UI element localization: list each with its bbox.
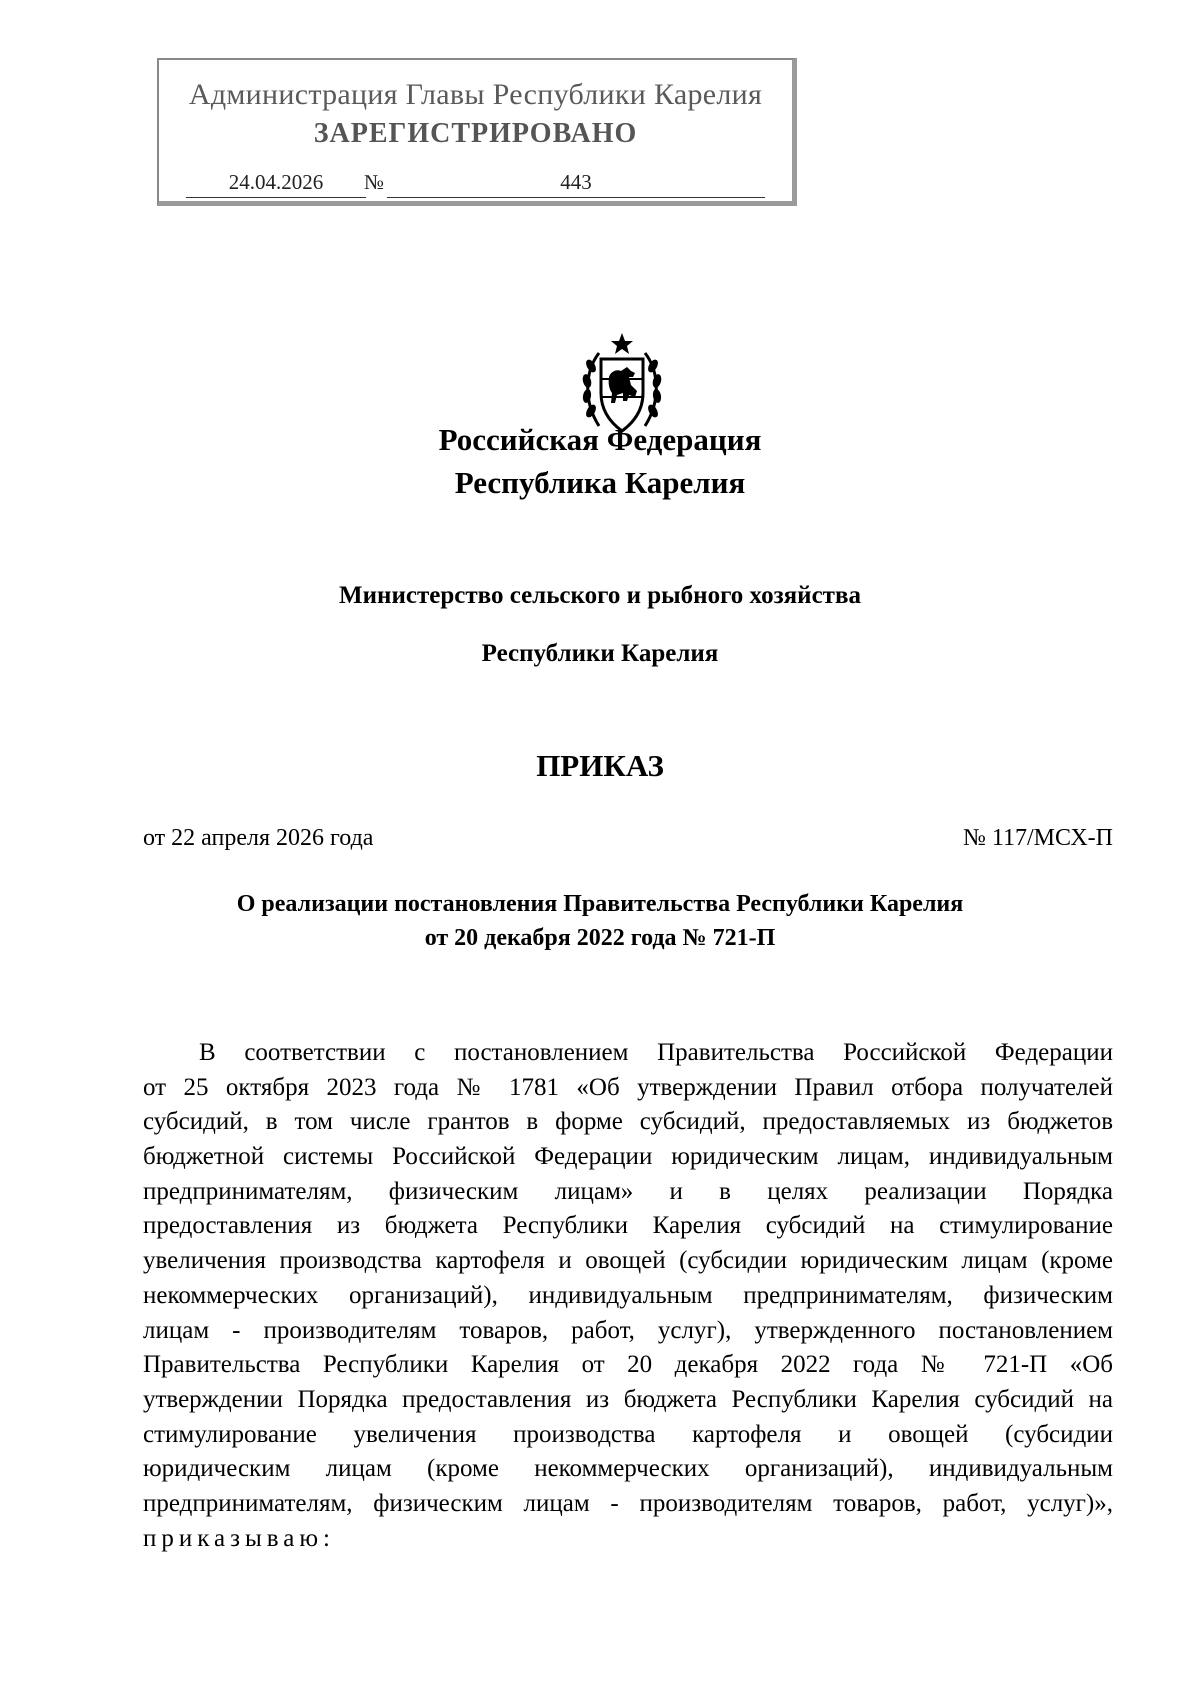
body-line: субсидий, в том числе грантов в форме субсидий, предоставляемых из бюджетов (143, 1108, 1113, 1136)
body-line: предпринимателям, физическим лицам - производителям товаров, работ, услуг)», (143, 1489, 1113, 1517)
header-ministry-line2: Республики Карелия (481, 640, 719, 667)
body-line: предпринимателям, физическим лицам» и в целях реализации Порядка (143, 1177, 1113, 1205)
stamp-number: 443 (387, 170, 765, 198)
body-line: Правительства Республики Карелия от 20 декабря 2022 года № 721-П «Об (143, 1351, 1113, 1379)
document-type-title: ПРИКАЗ (536, 748, 664, 783)
body-line: В соответствии с постановлением Правительства Российской Федерации (199, 1039, 1113, 1066)
body-line: бюджетной системы Российской Федерации юридическим лицам, индивидуальным (143, 1143, 1113, 1171)
registration-stamp (157, 58, 797, 206)
stamp-date: 24.04.2026 (186, 170, 366, 198)
stamp-status: ЗАРЕГИСТРИРОВАНО (313, 118, 638, 149)
body-line: предоставления из бюджета Республики Карелия субсидий на стимулирование (143, 1212, 1113, 1240)
body-line-final: приказываю: (143, 1524, 335, 1552)
subject-line-2: от 20 декабря 2022 года № 721-П (424, 925, 776, 951)
order-number: № 117/МСХ-П (962, 825, 1113, 851)
order-subject (150, 887, 1050, 955)
stamp-number-label: № (364, 170, 385, 194)
subject-line-1: О реализации постановления Правительства Республики Карелия (236, 891, 964, 917)
header-ministry-line1: Министерство сельского и рыбного хозяйства (339, 582, 861, 609)
header-country: Российская Федерация (438, 422, 762, 457)
body-line: некоммерческих организаций), индивидуальным предпринимателям, физическим (143, 1281, 1113, 1309)
body-line: от 25 октября 2023 года № 1781 «Об утверждении Правил отбора получателей (143, 1073, 1113, 1101)
body-paragraph (143, 1036, 1113, 1556)
body-line: стимулирование увеличения производства картофеля и овощей (субсидии (143, 1420, 1113, 1448)
header-republic: Республика Карелия (454, 465, 746, 500)
stamp-organization: Администрация Главы Республики Карелия (188, 78, 763, 111)
order-date: от 22 апреля 2026 года (143, 825, 374, 851)
body-line: юридическим лицам (кроме некоммерческих организаций), индивидуальным (143, 1455, 1113, 1483)
body-line: увеличения производства картофеля и овощей (субсидии юридическим лицам (кроме (143, 1247, 1113, 1275)
body-line: утверждении Порядка предоставления из бюджета Республики Карелия субсидий на (143, 1385, 1113, 1413)
body-line: лицам - производителям товаров, работ, услуг), утвержденного постановлением (143, 1316, 1113, 1344)
